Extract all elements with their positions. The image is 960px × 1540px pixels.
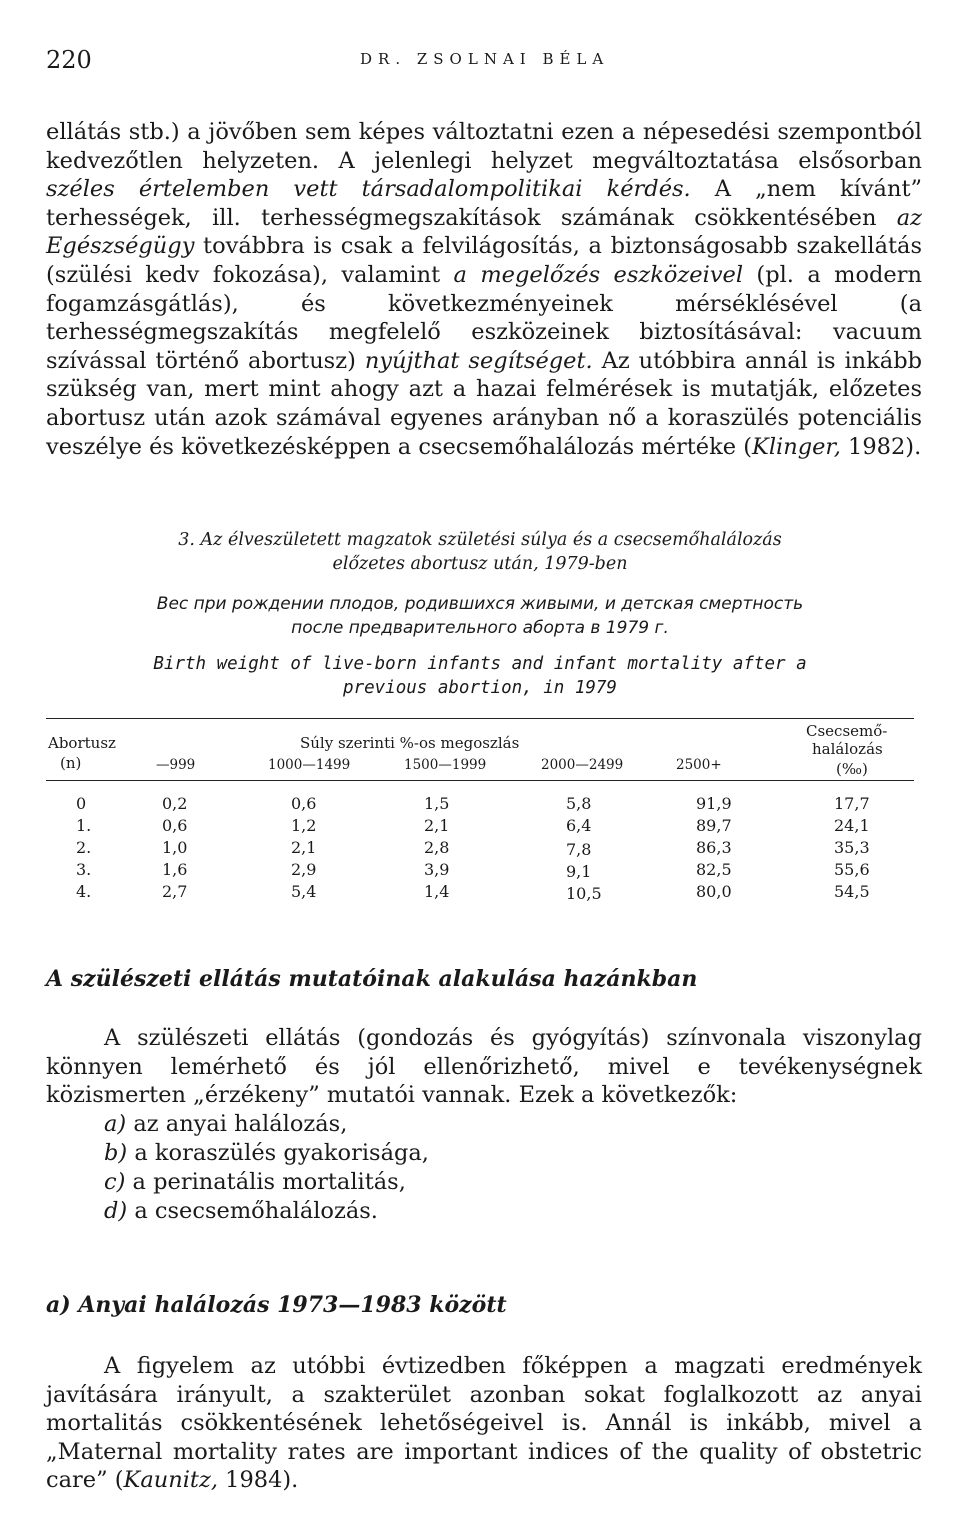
column-header-2500-plus: 2500+ (676, 757, 722, 773)
table-cell-infant-mortality: 17,7 (834, 794, 870, 813)
list-item: c) a perinatális mortalitás, (104, 1169, 406, 1195)
table-cell-infant-mortality: 24,1 (834, 816, 870, 835)
column-header-permille: (‰) (836, 760, 868, 778)
table-cell-weight-999: 1,6 (162, 860, 188, 879)
page-number: 220 (46, 46, 92, 74)
table-cell-weight-2000-2499: 9,1 (566, 862, 592, 881)
table-cell-weight-2000-2499: 7,8 (566, 840, 592, 859)
table-cell-weight-1500-1999: 2,1 (424, 816, 450, 835)
table-cell-weight-1000-1499: 2,1 (291, 838, 317, 857)
column-header-999: —999 (156, 757, 196, 773)
table-cell-weight-1500-1999: 1,5 (424, 794, 450, 813)
column-header-1000-1499: 1000—1499 (268, 757, 351, 773)
table-cell-abortusz: 1. (76, 816, 92, 835)
section-paragraph-szuleszeti: A szülészeti ellátás (gondozás és gyógyítás) színvonala viszonylag könnyen lemérhető és jól ellenőrizhető, mivel e tevékenységnek közismerten „érzékeny” mutatói vannak. Ezek a következők: (46, 1025, 922, 1109)
table-caption-hungarian: 3. Az élveszületett magzatok születési súlya és a csecsemőhalálozás előzetes abortusz után, 1979-ben (178, 530, 782, 574)
column-header-csecsemo-1: Csecsemő- (806, 722, 888, 740)
table-cell-weight-2000-2499: 6,4 (566, 816, 592, 835)
table-cell-weight-999: 0,6 (162, 816, 188, 835)
table-cell-abortusz: 3. (76, 860, 92, 879)
column-header-n: (n) (60, 754, 82, 772)
list-item: b) a koraszülés gyakorisága, (104, 1140, 429, 1166)
column-header-abortusz: Abortusz (48, 734, 116, 752)
table-cell-weight-1000-1499: 2,9 (291, 860, 317, 879)
table-cell-infant-mortality: 54,5 (834, 882, 870, 901)
table-cell-weight-1500-1999: 3,9 (424, 860, 450, 879)
table-cell-weight-1500-1999: 2,8 (424, 838, 450, 857)
table-top-rule (46, 718, 914, 719)
table-cell-weight-2000-2499: 10,5 (566, 884, 602, 903)
table-cell-weight-2500-plus: 89,7 (696, 816, 732, 835)
table-cell-abortusz: 4. (76, 882, 92, 901)
table-header-rule (46, 780, 914, 781)
intro-paragraph: ellátás stb.) a jövőben sem képes változtatni ezen a népesedési szempontból kedvezőtlen helyzeten. A jelenlegi helyzet megváltoztatása elsősorban széles értelemben vett társadalompolitikai kérdés. A „nem kívánt” terhességek, ill. terhességmegszakítások számának csökkentésében az Egészségügy továbbra is csak a felvilágosítás, a biztonságosabb szakellátás (szülési kedv fokozása), valamint a megelőzés eszközeivel (pl. a modern fogamzásgátlás), és következményeinek mérséklésével (a terhességmegszakítás megfelelő eszközeinek biztosításával: vacuum szívással történő abortusz) nyújthat segítséget. Az utóbbira annál is inkább szükség van, mert mint ahogy azt a hazai felmérések is mutatják, előzetes abortusz után azok számával egyenes arányban nő a koraszülés potenciális veszélye és következésképpen a csecsemőhalálozás mértéke (Klinger, 1982). (46, 119, 923, 460)
column-header-1500-1999: 1500—1999 (404, 757, 487, 773)
section-paragraph-anyai-halalozas: A figyelem az utóbbi évtizedben főképpen a magzati eredmények javítására irányult, a szakterület azonban sokat foglalkozott az anyai mortalitás csökkentésének lehetőségeivel is. Annál is inkább, mivel a „Maternal mortality rates are important indices of the quality of obstetric care” (Kaunitz, 1984). (46, 1353, 922, 1494)
section-heading-szuleszeti: A szülészeti ellátás mutatóinak alakulása hazánkban (46, 966, 698, 992)
table-cell-abortusz: 0 (76, 794, 87, 813)
table-cell-weight-999: 1,0 (162, 838, 188, 857)
running-head (46, 44, 916, 76)
table-cell-abortusz: 2. (76, 838, 92, 857)
table-cell-weight-1000-1499: 5,4 (291, 882, 317, 901)
table-cell-weight-2500-plus: 91,9 (696, 794, 732, 813)
table-cell-weight-1500-1999: 1,4 (424, 882, 450, 901)
table-cell-weight-999: 2,7 (162, 882, 188, 901)
table-cell-weight-999: 0,2 (162, 794, 188, 813)
table-cell-weight-2500-plus: 86,3 (696, 838, 732, 857)
table-caption-english: Birth weight of live-born infants and infant mortality after a previous abortion, in 1979 (153, 654, 807, 698)
indicator-list (104, 1110, 904, 1226)
table-cell-weight-2500-plus: 82,5 (696, 860, 732, 879)
column-header-2000-2499: 2000—2499 (541, 757, 624, 773)
table-cell-infant-mortality: 55,6 (834, 860, 870, 879)
table-cell-weight-1000-1499: 1,2 (291, 816, 317, 835)
section-heading-anyai-halalozas: a) Anyai halálozás 1973—1983 között (46, 1292, 507, 1318)
table-cell-infant-mortality: 35,3 (834, 838, 870, 857)
table-cell-weight-2500-plus: 80,0 (696, 882, 732, 901)
table-cell-weight-2000-2499: 5,8 (566, 794, 592, 813)
list-item: d) a csecsemőhalálozás. (104, 1198, 378, 1224)
list-item: a) az anyai halálozás, (104, 1111, 348, 1137)
column-group-header: Súly szerinti %-os megoszlás (300, 734, 520, 752)
running-title: DR. ZSOLNAI BÉLA (360, 50, 610, 68)
column-header-csecsemo-2: halálozás (812, 740, 883, 758)
table-caption-russian: Вес при рождении плодов, родившихся живыми, и детская смертность после предварительного аборта в 1979 г. (156, 594, 804, 638)
table-cell-weight-1000-1499: 0,6 (291, 794, 317, 813)
